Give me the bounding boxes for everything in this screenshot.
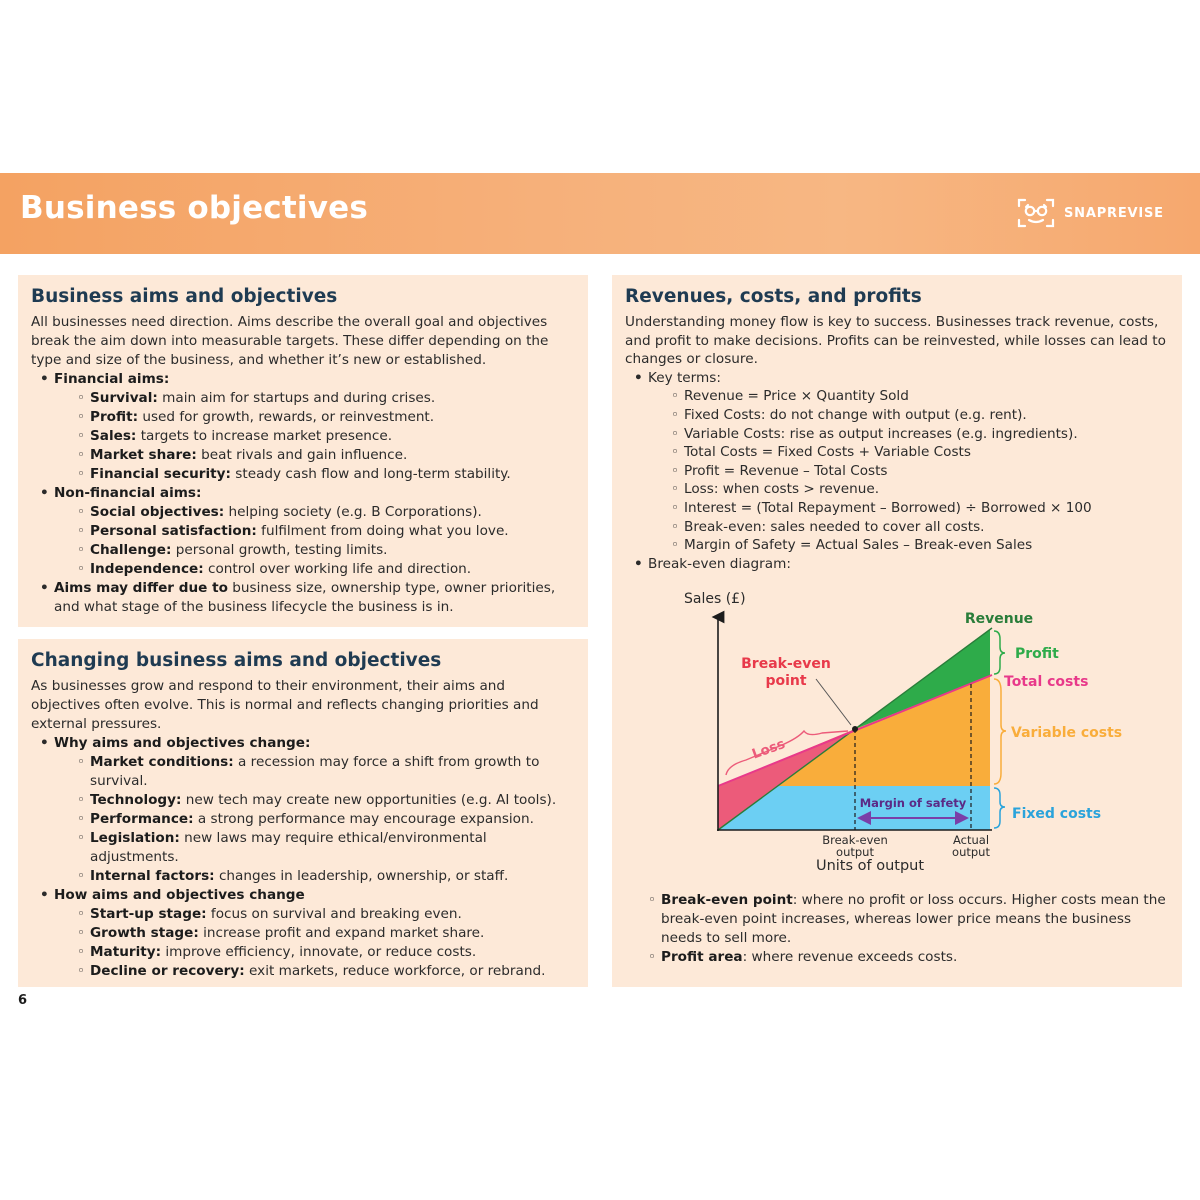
term-text: a strong performance may encourage expansion. (193, 811, 534, 827)
page-title: Business objectives (20, 190, 369, 226)
how-change-list (54, 905, 578, 981)
list-item (54, 522, 578, 541)
revenues-panel (612, 275, 1182, 987)
term-text: used for growth, rewards, or reinvestment. (138, 409, 435, 425)
break-even-dot (852, 726, 858, 732)
changing-aims-panel (18, 639, 588, 987)
term: Internal factors: (90, 868, 215, 884)
list-item (54, 465, 578, 484)
aims-panel (18, 275, 588, 627)
term-text: improve efficiency, innovate, or reduce costs. (161, 944, 477, 960)
revenues-intro: Understanding money flow is key to success. Businesses track revenue, costs, and profit to make decisions. Profits can be reinvested, while losses can lead to changes or closure. (625, 314, 1166, 368)
variable-costs-label: Variable costs (1011, 725, 1123, 741)
term: Social objectives: (90, 504, 225, 520)
diagram-notes-list (625, 891, 1172, 967)
list-item (54, 427, 578, 446)
list-item (54, 541, 578, 560)
term: Challenge: (90, 542, 172, 558)
term: Performance: (90, 811, 194, 827)
term-text: helping society (e.g. B Corporations). (224, 504, 482, 520)
revenue-label: Revenue (964, 611, 1034, 627)
term-text: : where no profit or loss occurs. Higher costs mean the break-even point increases, whereas lower price means the business needs to sell more. (661, 892, 1166, 946)
list-item: ◦ Profit = Revenue – Total Costs (648, 462, 1172, 481)
list-item: ◦ Fixed Costs: do not change with output (e.g. rent). (648, 406, 1172, 425)
term: Financial security: (90, 466, 231, 482)
page-number: 6 (18, 993, 28, 1008)
total-costs-label: Total costs (1004, 674, 1089, 690)
term-text: main aim for startups and during crises. (157, 390, 436, 406)
why-change-item (31, 734, 578, 886)
tick-actual-output-2: output (952, 845, 990, 859)
list-item: ◦ Margin of Safety = Actual Sales – Break-even Sales (648, 536, 1172, 555)
term-text: fulfilment from doing what you love. (256, 523, 509, 539)
term-text: changes in leadership, ownership, or staff. (214, 868, 509, 884)
list-item: ◦ Interest = (Total Repayment – Borrowed) ÷ Borrowed × 100 (648, 499, 1172, 518)
profit-brace (994, 631, 1005, 674)
changing-heading: Changing business aims and objectives (31, 650, 442, 671)
financial-aims-item (31, 370, 578, 484)
list-item (54, 560, 578, 579)
aims-intro: All businesses need direction. Aims describe the overall goal and objectives break the aim down into measurable targets. These differ depending on the type and size of the business, and whether it’s new or established. (31, 314, 549, 368)
list-item (54, 829, 578, 867)
aims-differ-term: Aims may differ due to (54, 580, 228, 596)
list-item (625, 948, 1172, 967)
break-even-point-label: Break-even (741, 656, 831, 672)
term: Start-up stage: (90, 906, 207, 922)
term: Sales: (90, 428, 137, 444)
tick-actual-output: Actual (952, 833, 990, 847)
loss-label: Loss (749, 735, 788, 763)
list-item (54, 408, 578, 427)
list-item (54, 943, 578, 962)
term-text: targets to increase market presence. (136, 428, 393, 444)
glasses-icon (1016, 197, 1056, 229)
list-item: ◦ Break-even: sales needed to cover all costs. (648, 518, 1172, 537)
variable-costs-brace (994, 679, 1006, 784)
tick-break-even-output-2: output (836, 845, 874, 859)
list-item: ◦ Total Costs = Fixed Costs + Variable Costs (648, 443, 1172, 462)
margin-of-safety-label: Margin of safety (859, 796, 967, 810)
break-even-pointer (816, 679, 851, 725)
term-text: increase profit and expand market share. (198, 925, 485, 941)
list-item (54, 753, 578, 791)
term: Profit area (661, 949, 743, 965)
fixed-costs-label: Fixed costs (1012, 806, 1102, 822)
term-text: new laws may require ethical/environmental adjustments. (90, 830, 487, 865)
list-item (54, 924, 578, 943)
nonfinancial-aims-label: Non-financial aims: (54, 485, 202, 501)
list-item (54, 446, 578, 465)
diagram-label: Break-even diagram: (648, 555, 791, 572)
break-even-diagram (670, 585, 1140, 875)
profit-label: Profit (1015, 646, 1059, 662)
term: Break-even point (661, 892, 793, 908)
term-text: control over working life and direction. (203, 561, 472, 577)
diagram-label-item (625, 555, 1172, 574)
term: Profit: (90, 409, 139, 425)
term: Survival: (90, 390, 158, 406)
tick-break-even-output: Break-even (822, 833, 888, 847)
term-text: exit markets, reduce workforce, or rebrand. (244, 963, 546, 979)
financial-aims-label: Financial aims: (54, 371, 170, 387)
why-change-list (54, 753, 578, 886)
term: Legislation: (90, 830, 180, 846)
why-change-label: Why aims and objectives change: (54, 735, 311, 751)
term: Market share: (90, 447, 197, 463)
how-change-item (31, 886, 578, 981)
term: Decline or recovery: (90, 963, 245, 979)
nonfinancial-aims-list (54, 503, 578, 579)
list-item (625, 891, 1172, 948)
list-item: ◦ Loss: when costs > revenue. (648, 480, 1172, 499)
aims-heading: Business aims and objectives (31, 286, 338, 307)
changing-intro: As businesses grow and respond to their environment, their aims and objectives often evolve. This is normal and reflects changing priorities and external pressures. (31, 678, 539, 732)
list-item: ◦ Variable Costs: rise as output increases (e.g. ingredients). (648, 425, 1172, 444)
logo-text: SNAPREVISE (1064, 205, 1164, 221)
aims-differ-text: business size, ownership type, owner priorities, and what stage of the business lifecycle the business is in. (54, 580, 556, 615)
snaprevise-logo (1016, 197, 1164, 229)
x-axis-label: Units of output (815, 858, 925, 874)
revenues-heading: Revenues, costs, and profits (625, 286, 922, 307)
list-item (54, 503, 578, 522)
how-change-label: How aims and objectives change (54, 887, 305, 903)
term-text: focus on survival and breaking even. (206, 906, 462, 922)
term-text: steady cash flow and long-term stability. (230, 466, 511, 482)
y-axis-label: Sales (£) (684, 591, 746, 607)
financial-aims-list (54, 389, 578, 484)
key-terms-list (648, 387, 1172, 554)
list-item (54, 810, 578, 829)
term: Technology: (90, 792, 182, 808)
list-item (54, 389, 578, 408)
list-item (54, 962, 578, 981)
term: Growth stage: (90, 925, 199, 941)
list-item (54, 791, 578, 810)
key-terms-label: Key terms: (648, 369, 721, 386)
term-text: beat rivals and gain influence. (196, 447, 408, 463)
nonfinancial-aims-item (31, 484, 578, 579)
term: Market conditions: (90, 754, 234, 770)
term: Personal satisfaction: (90, 523, 257, 539)
term-text: personal growth, testing limits. (171, 542, 388, 558)
break-even-point-label-2: point (765, 673, 807, 689)
term: Maturity: (90, 944, 162, 960)
fixed-costs-brace (994, 788, 1005, 828)
list-item (54, 867, 578, 886)
aims-differ-item (31, 579, 578, 617)
list-item (54, 905, 578, 924)
key-terms-item (625, 369, 1172, 555)
term: Independence: (90, 561, 204, 577)
list-item: ◦ Revenue = Price × Quantity Sold (648, 387, 1172, 406)
term-text: new tech may create new opportunities (e.g. AI tools). (181, 792, 557, 808)
term-text: : where revenue exceeds costs. (742, 949, 958, 965)
term-text: a recession may force a shift from growth to survival. (90, 754, 540, 789)
